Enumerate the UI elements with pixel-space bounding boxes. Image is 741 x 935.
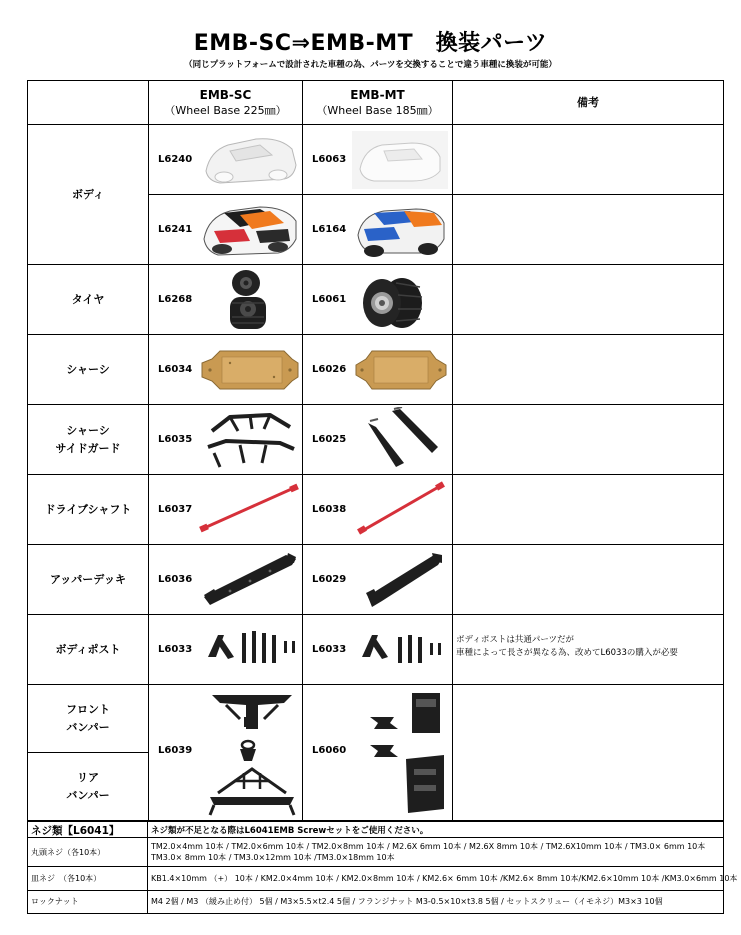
painted-body-sc-image <box>200 201 300 261</box>
painted-body-mt-image <box>354 201 448 261</box>
parts-table <box>27 80 724 822</box>
screw-set-notice: ネジ類が不足となる際はL6041EMB Screwセットをご使用ください。 <box>151 826 429 836</box>
chassis-mt-image <box>354 349 448 391</box>
drive-shaft-mt-image <box>352 481 448 537</box>
code-sc-chassis: L6034 <box>158 364 193 375</box>
category-rear-bumper-line-1: リア <box>77 771 99 784</box>
category-chassis: シャーシ <box>66 362 110 376</box>
tires-sc-image <box>224 267 272 333</box>
category-body-post: ボディポスト <box>55 642 121 656</box>
category-side-guard-line-2: サイドガード <box>55 441 121 455</box>
code-mt-side-guard: L6025 <box>312 434 347 445</box>
code-sc-body-1: L6240 <box>158 154 193 165</box>
header-sc-wheelbase: （Wheel Base 225㎜） <box>164 104 287 117</box>
screw-item-name: 丸頭ネジ（各10本） <box>31 848 106 857</box>
code-sc-body-post: L6033 <box>158 644 193 655</box>
category-tires: タイヤ <box>71 292 105 306</box>
bumper-sc-image <box>204 689 300 817</box>
code-mt-chassis: L6026 <box>312 364 347 375</box>
code-sc-body-2: L6241 <box>158 224 193 235</box>
screw-item-line: M4 2個 / M3 （緩み止め付） 5個 / M3×5.5×t2.4 5個 / フランジナット M3-0.5×10×t3.8 5個 / セットスクリュー（イモネジ）M3×3 10個 <box>151 897 663 906</box>
bumper-mt-image <box>364 689 448 817</box>
category-rear-bumper <box>28 753 148 821</box>
body-post-sc-image <box>204 627 300 667</box>
code-mt-body-1: L6063 <box>312 154 347 165</box>
body-post-mt-image <box>358 627 448 667</box>
category-side-guard-line-1: シャーシ <box>66 423 110 437</box>
screw-item-name: 皿ネジ （各10本） <box>31 874 102 883</box>
code-sc-side-guard: L6035 <box>158 434 193 445</box>
code-mt-body-post: L6033 <box>312 644 347 655</box>
header-mt-wheelbase: （Wheel Base 185㎜） <box>316 104 439 117</box>
body-post-note <box>456 634 678 660</box>
category-side-guard <box>28 405 148 474</box>
category-body: ボディ <box>71 187 105 201</box>
screw-item-line: TM3.0× 8mm 10本 / TM3.0×12mm 10本 /TM3.0×18mm 10本 <box>151 853 395 862</box>
category-upper-deck: アッパーデッキ <box>49 572 126 586</box>
code-sc-bumper: L6039 <box>158 745 193 756</box>
side-guard-sc-image <box>200 409 300 471</box>
screw-item-line: KB1.4×10mm （+） 10本 / KM2.0×4mm 10本 / KM2.0×8mm 10本 / KM2.6× 6mm 10本 /KM2.6× 8mm 10本/KM2.6×10mm 10本 /KM3.0×6mm 10本 <box>151 874 738 883</box>
page-title: EMB-SC⇒EMB-MT 換装パーツ <box>193 31 548 56</box>
upper-deck-sc-image <box>200 551 300 609</box>
screw-item-line: TM2.0×4mm 10本 / TM2.0×6mm 10本 / TM2.0×8mm 10本 / M2.6X 6mm 10本 / M2.6X 8mm 10本 / TM2.6X10mm 10本 / TM3.0× 6mm 10本 <box>151 842 706 851</box>
code-mt-upper-deck: L6029 <box>312 574 347 585</box>
clear-body-mt-image <box>352 131 448 189</box>
header-sc <box>149 87 302 119</box>
page-subtitle: （同じプラットフォームで設計された車種の為、パーツを交換することで違う車種に換装が可能） <box>184 60 557 70</box>
tires-mt-image <box>362 275 428 331</box>
code-sc-upper-deck: L6036 <box>158 574 193 585</box>
body-post-note-line-2: 車種によって長さが異なる為、改めてL6033の購入が必要 <box>456 648 678 658</box>
screw-section <box>27 820 738 914</box>
chassis-sc-image <box>200 349 300 391</box>
header-remarks: 備考 <box>577 96 599 109</box>
header-mt-name: EMB-MT <box>350 88 405 102</box>
category-front-bumper-line-2: バンパー <box>66 720 110 734</box>
header-sc-name: EMB-SC <box>199 88 252 102</box>
screw-set-label: ネジ類【L6041】 <box>31 825 120 837</box>
code-mt-tires: L6061 <box>312 294 347 305</box>
category-front-bumper-line-1: フロント <box>66 702 110 716</box>
code-mt-drive-shaft: L6038 <box>312 504 347 515</box>
category-rear-bumper-line-2: バンパー <box>66 789 110 802</box>
body-post-note-line-1: ボディポストは共通パーツだが <box>456 635 574 645</box>
category-drive-shaft: ドライブシャフト <box>44 502 132 516</box>
clear-body-sc-image <box>200 131 300 189</box>
code-mt-body-2: L6164 <box>312 224 347 235</box>
screw-item-name: ロックナット <box>31 897 79 906</box>
upper-deck-mt-image <box>362 549 446 611</box>
drive-shaft-sc-image <box>198 481 300 537</box>
code-mt-bumper: L6060 <box>312 745 347 756</box>
category-front-bumper <box>28 685 148 752</box>
side-guard-mt-image <box>362 407 442 471</box>
code-sc-drive-shaft: L6037 <box>158 504 193 515</box>
code-sc-tires: L6268 <box>158 294 193 305</box>
header-mt <box>303 87 452 119</box>
